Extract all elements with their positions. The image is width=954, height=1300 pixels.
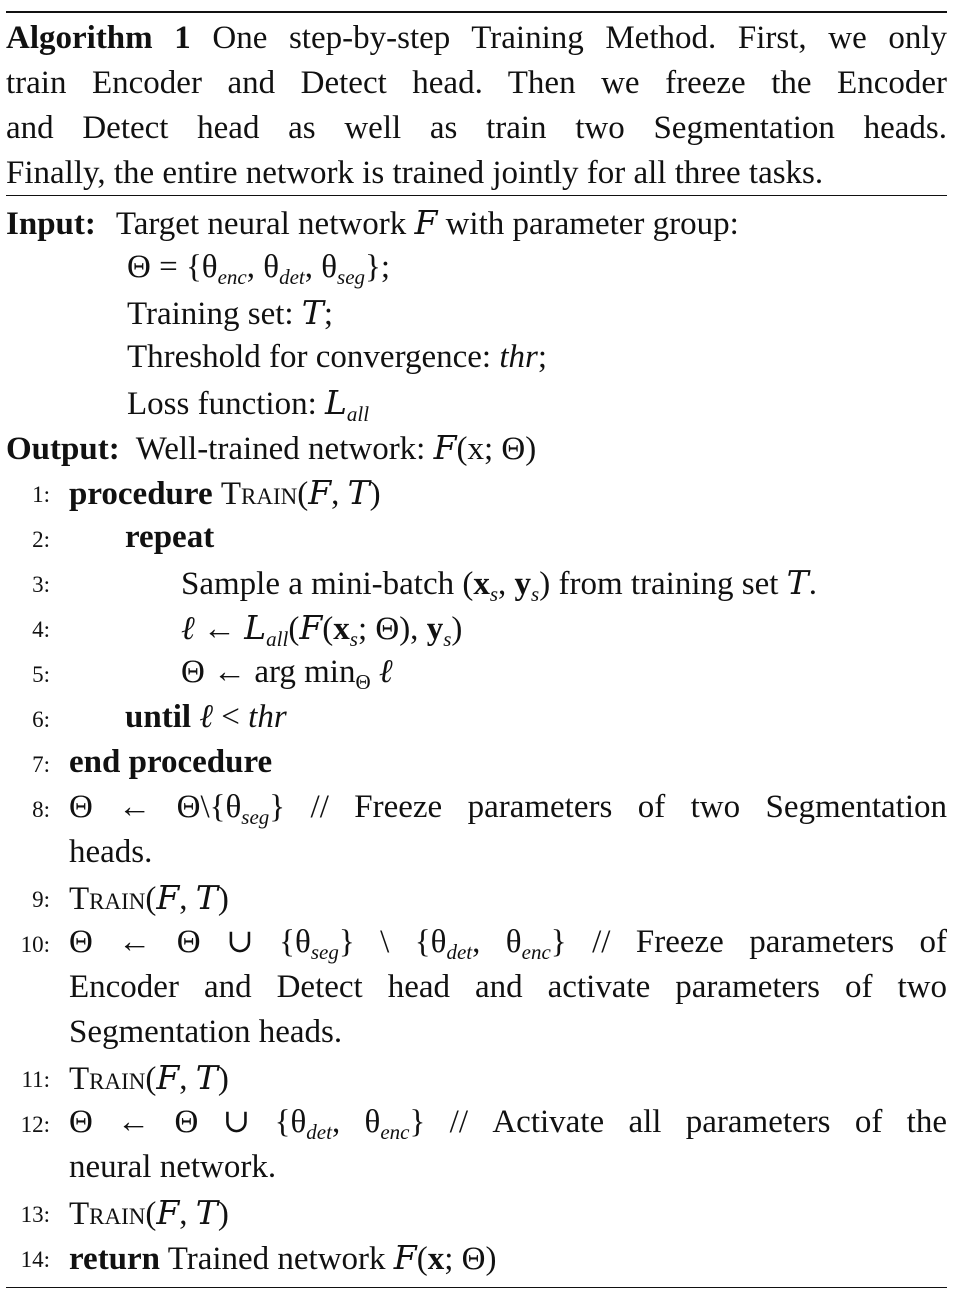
step-12: Θ ← Θ ∪ {$\theta_{det}$, $\theta_{enc}$} // Activate all parameters of the <box>69 1104 947 1144</box>
step-10: Θ ← Θ ∪ $\{\theta_{seg}\}$ \ {$\theta_{det}$, $\theta_{enc}$} // Freeze parameters of <box>69 924 947 964</box>
line-number: 11: <box>21 1067 50 1092</box>
line-number: 7: <box>32 752 50 777</box>
line-number: 4: <box>32 617 50 642</box>
bottom-rule <box>6 1287 947 1288</box>
step-11: Train(F, T) <box>69 1058 229 1097</box>
line-number: 6: <box>32 707 50 732</box>
output-line: Output: Well-trained network: F(x; Θ) <box>6 428 537 467</box>
step-12-continuation: neural network. <box>69 1149 277 1185</box>
step-4: ℓ ← $L_{all}(F(x_s$; Θ), $y_s$) <box>181 608 463 651</box>
algorithm-caption-line-2: train Encoder and Detect head. Then we freeze the Encoder <box>6 65 947 101</box>
line-number: 3: <box>32 572 50 597</box>
step-1: procedure Train(F, T) <box>69 473 381 512</box>
step-14: return Trained network F(x; Θ) <box>69 1238 497 1277</box>
algorithm-caption-line-1: Algorithm 1 One step-by-step Training Method. First, we only <box>6 20 947 56</box>
line-number: 5: <box>32 662 50 687</box>
line-number: 2: <box>32 527 50 552</box>
input-training-set: Training set: T; <box>127 293 333 332</box>
step-10-continuation-2: Segmentation heads. <box>69 1014 343 1050</box>
output-label: Output: <box>6 431 120 467</box>
step-13: Train(F, T) <box>69 1193 229 1232</box>
step-5: Θ ← arg $\min_\Theta$ ℓ <box>181 654 393 694</box>
line-number: 14: <box>20 1247 50 1272</box>
step-8: Θ ← $\Theta\backslash\{\theta_{seg}\}$ // Freeze parameters of two Segmentation <box>69 789 947 829</box>
step-3: Sample a mini-batch ($x_s$, $y_s$) from training set T. <box>181 563 817 606</box>
line-number: 13: <box>20 1202 50 1227</box>
line-number: 1: <box>32 482 50 507</box>
caption-rule <box>6 195 947 196</box>
line-number: 12: <box>20 1112 50 1137</box>
step-10-continuation-1: Encoder and Detect head and activate parameters of two <box>69 969 947 1005</box>
algorithm-caption-line-3: and Detect head as well as train two Segmentation heads. <box>6 110 947 146</box>
input-loss: Loss function: $L_{all}$ <box>127 383 370 426</box>
algorithm-label: Algorithm 1 <box>6 20 191 56</box>
line-number: 9: <box>32 887 50 912</box>
input-label: Input: <box>6 206 96 242</box>
input-threshold: Threshold for convergence: thr; <box>127 339 548 375</box>
input-line-1: Input: Target neural network F with parameter group: <box>6 203 739 242</box>
input-theta-set: $\Theta = \{\theta_{enc}$, $\theta_{det}$, $\theta_{seg}$}; <box>127 249 391 289</box>
line-number: 10: <box>20 932 50 957</box>
algorithm-caption-line-4: Finally, the entire network is trained jointly for all three tasks. <box>6 155 824 191</box>
step-6: until ℓ < thr <box>125 699 287 735</box>
step-9: Train(F, T) <box>69 878 229 917</box>
step-2-repeat: repeat <box>125 519 215 555</box>
top-rule <box>6 11 947 13</box>
step-7-end-procedure: end procedure <box>69 744 273 780</box>
line-number: 8: <box>32 797 50 822</box>
step-8-continuation: heads. <box>69 834 153 870</box>
